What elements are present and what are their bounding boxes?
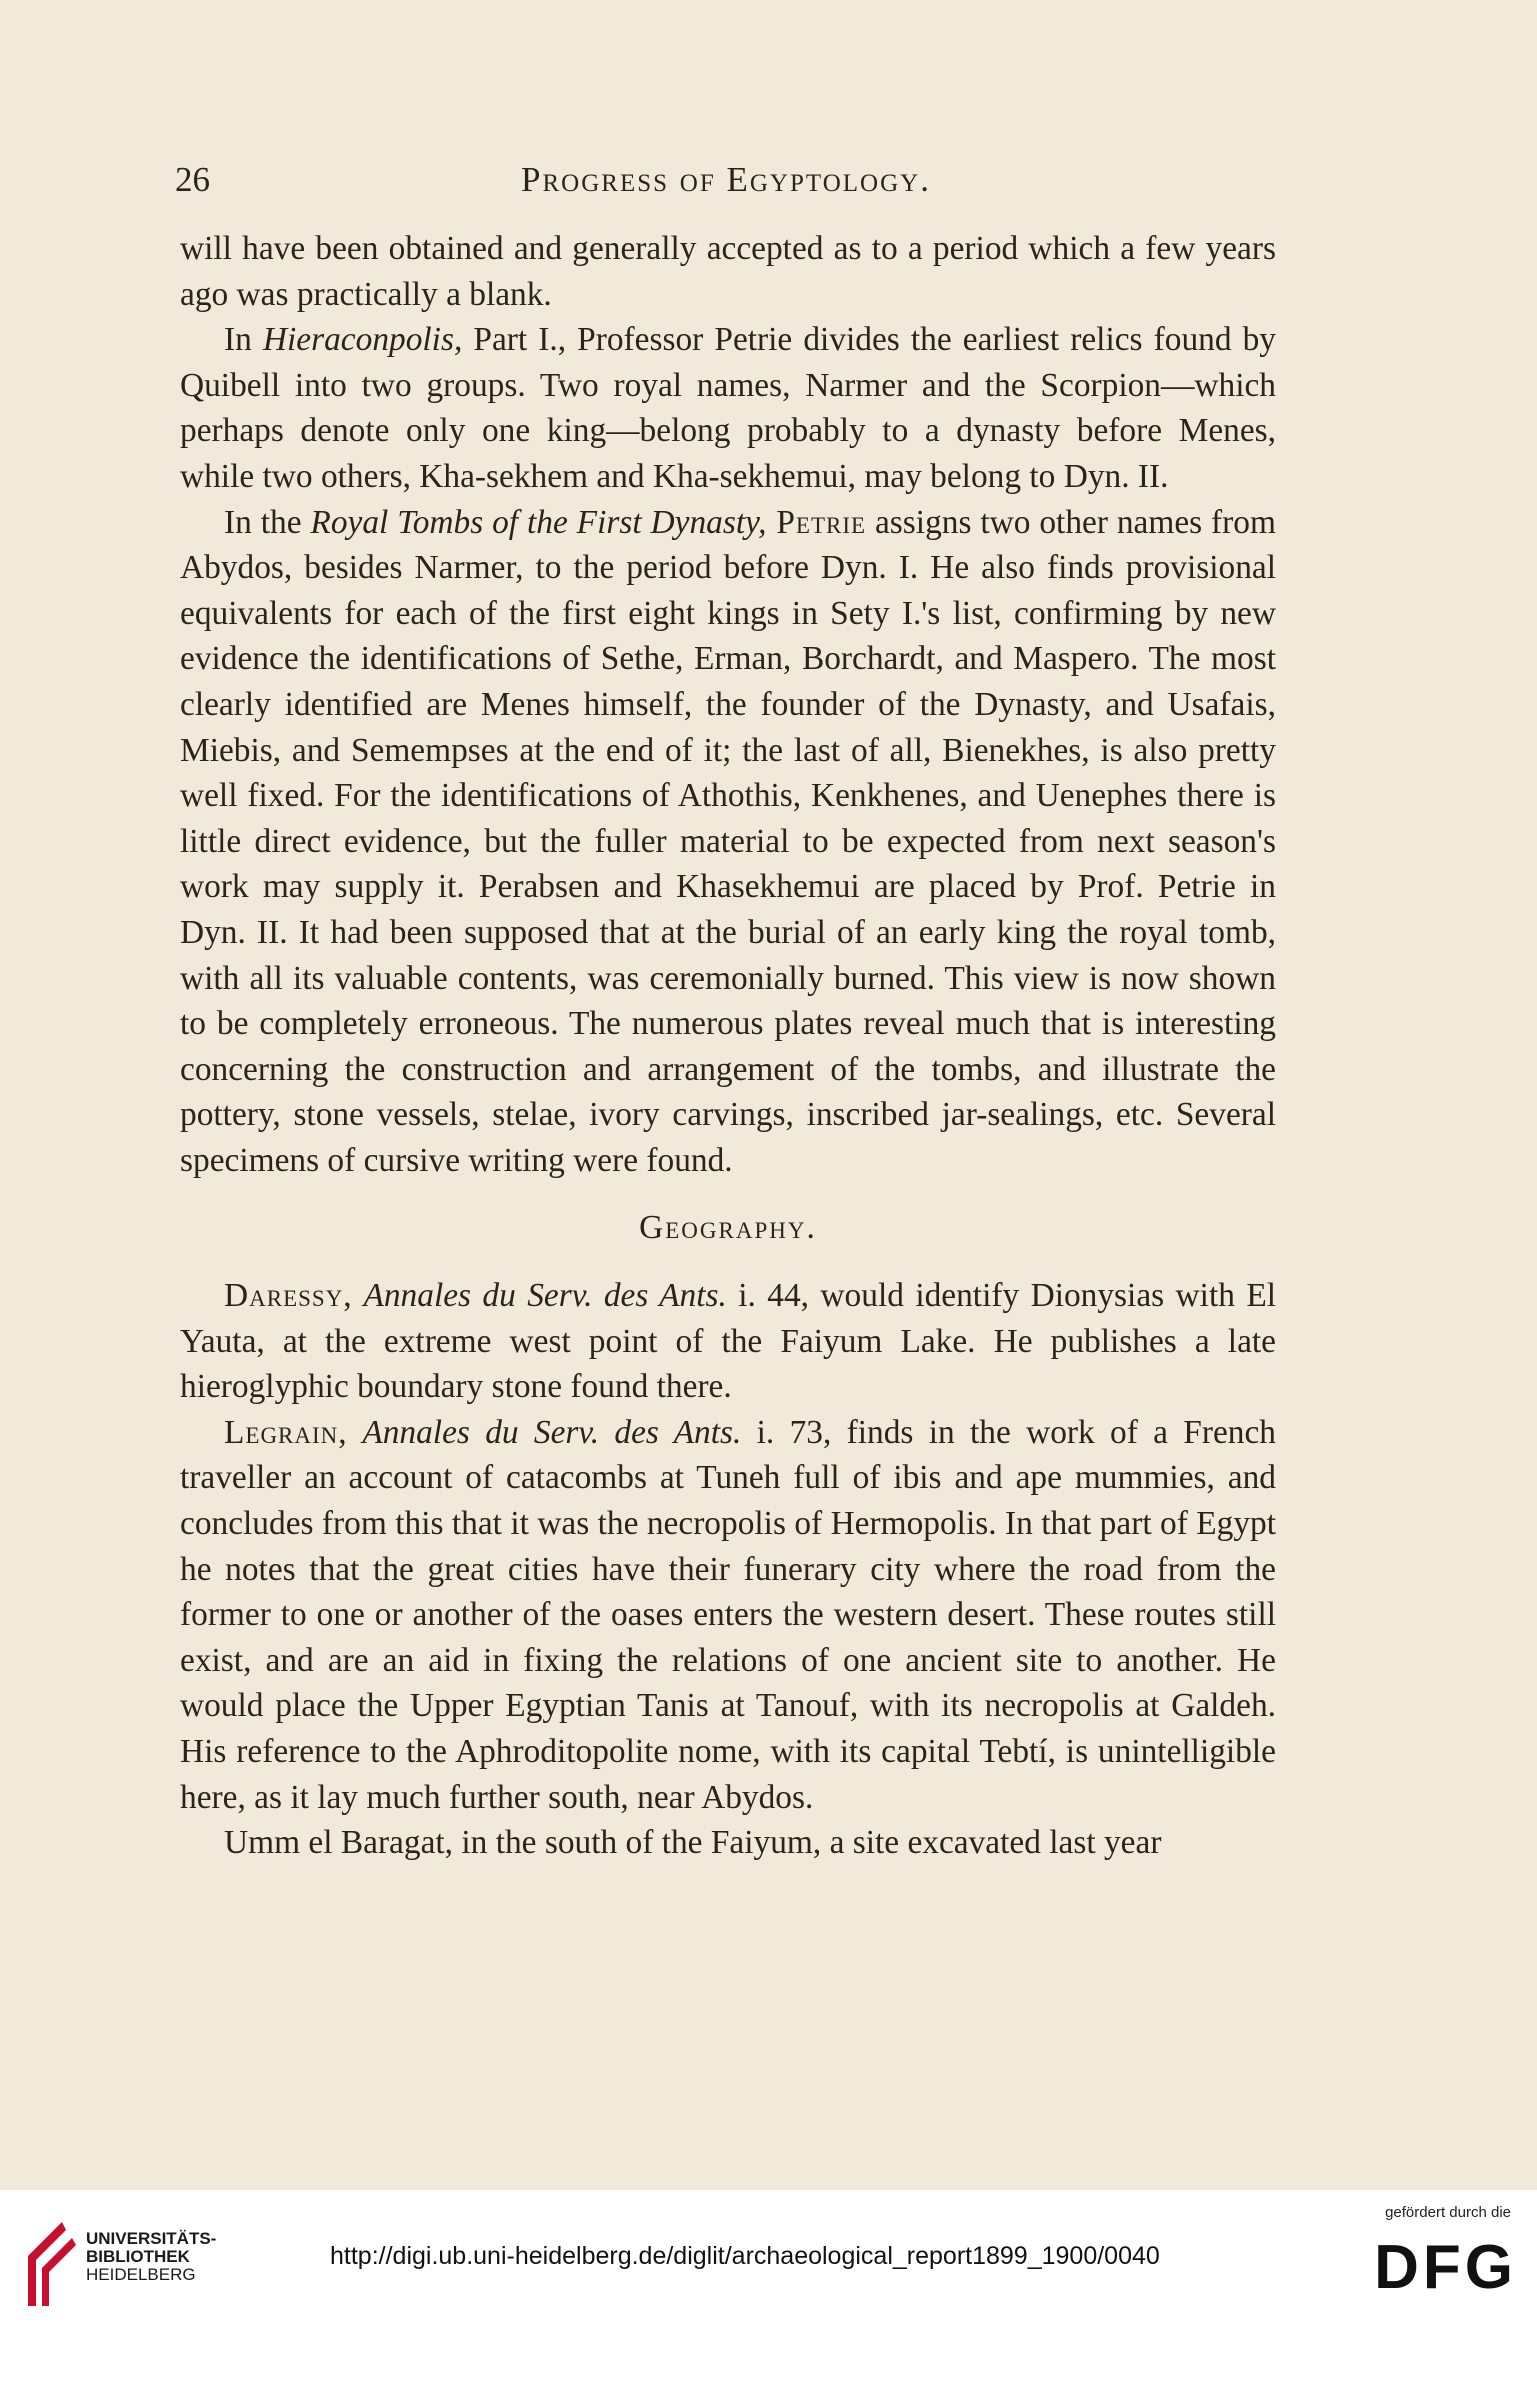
library-name-line-3: HEIDELBERG — [86, 2265, 196, 2284]
paragraph-4-journal: Annales du Serv. des Ants. — [352, 1277, 727, 1315]
paragraph-2-lead: In — [224, 321, 263, 359]
footer-bar — [0, 2190, 1537, 2385]
paragraph-1 — [180, 226, 1276, 317]
section-heading-geography: Geography. — [639, 1209, 817, 1247]
dfg-logo: DFG — [1374, 2233, 1517, 2302]
paragraph-5-text: i. 73, finds in the work of a French traveller an account of catacombs at Tuneh full of ibis and ape mummies, and concludes from this that it was the necropolis of Hermopolis. In that part of Egypt he notes that the great cities have their funerary city where the road from the former to one or another of the oases enters the western desert. These routes still exist, and are an aid in fixing the relations of one ancient site to another. He would place the Upper Egyptian Tanis at Tanouf, with its necropolis at Galdeh. His reference to the Aphroditopolite nome, with its capital Tebtí, is unintelligible here, as it lay much further south, near Abydos. — [180, 1413, 1276, 1816]
paragraph-6-text: Umm el Baragat, in the south of the Faiyum, a site excavated last year — [224, 1824, 1162, 1862]
university-library-logo-icon — [18, 2218, 76, 2310]
paragraph-1-text: will have been obtained and generally accepted as to a period which a few years ago was practically a blank. — [180, 230, 1276, 313]
funded-by-label: gefördert durch die — [1385, 2204, 1511, 2221]
paragraph-5-author: Legrain, — [224, 1413, 348, 1451]
paragraph-2-text: Part I., Professor Petrie divides the earliest relics found by Quibell into two groups. Two royal names, Narmer and the Scorpion—which perhaps denote only one king—belong probably to a dynasty before Menes, while two others, Kha-sekhem and Kha-sekhemui, may belong to Dyn. II. — [180, 321, 1276, 495]
paragraph-5 — [180, 1410, 1276, 1820]
paragraph-3-title: Royal Tombs of the First Dynasty, — [310, 503, 767, 541]
paragraph-3-author: Petrie — [766, 503, 867, 541]
paragraph-5-journal: Annales du Serv. des Ants. — [347, 1413, 742, 1451]
library-name-line-2: BIBLIOTHEK — [86, 2247, 190, 2266]
page-number: 26 — [175, 160, 210, 199]
paragraph-3-text: assigns two other names from Abydos, besides Narmer, to the period before Dyn. I. He also finds provisional equivalents for each of the first eight kings in Sety I.'s list, confirming by new evidence the identifications of Sethe, Erman, Borchardt, and Maspero. The most clearly identified are Menes himself, the founder of the Dynasty, and Usafais, Miebis, and Semempses at the end of it; the last of all, Bienekhes, is also pretty well fixed. For the identifications of Athothis, Kenkhenes, and Uenephes there is little direct evidence, but the fuller material to be expected from next season's work may supply it. Perabsen and Khasekhemui are placed by Prof. Petrie in Dyn. II. It had been supposed that at the burial of an early king the royal tomb, with all its valuable contents, was ceremonially burned. This view is now shown to be completely erroneous. The numerous plates reveal much that is interesting concerning the construction and arrangement of the tombs, and illustrate the pottery, stone vessels, stelae, ivory carvings, inscribed jar-sealings, etc. Several specimens of cursive writing were found. — [180, 503, 1276, 1179]
running-title: Progress of Egyptology. — [521, 160, 931, 199]
permalink-url[interactable]: http://digi.ub.uni-heidelberg.de/diglit/archaeological_report1899_1900/0040 — [330, 2242, 1160, 2270]
body-text — [180, 226, 1276, 1866]
paragraph-3 — [180, 500, 1276, 1184]
paragraph-4-text: i. 44, would identify Dionysias with El Yauta, at the extreme west point of the Faiyum Lake. He publishes a late hieroglyphic boundary stone found there. — [180, 1277, 1276, 1406]
paragraph-4 — [180, 1273, 1276, 1410]
paragraph-3-lead: In the — [224, 503, 311, 541]
paragraph-2-title: Hieraconpolis, — [262, 321, 463, 359]
paragraph-2 — [180, 317, 1276, 499]
paragraph-6 — [180, 1820, 1276, 1866]
paragraph-4-author: Daressy, — [224, 1277, 353, 1315]
library-name — [86, 2230, 216, 2284]
library-name-line-1: UNIVERSITÄTS- — [86, 2229, 217, 2248]
running-head — [175, 160, 1277, 204]
